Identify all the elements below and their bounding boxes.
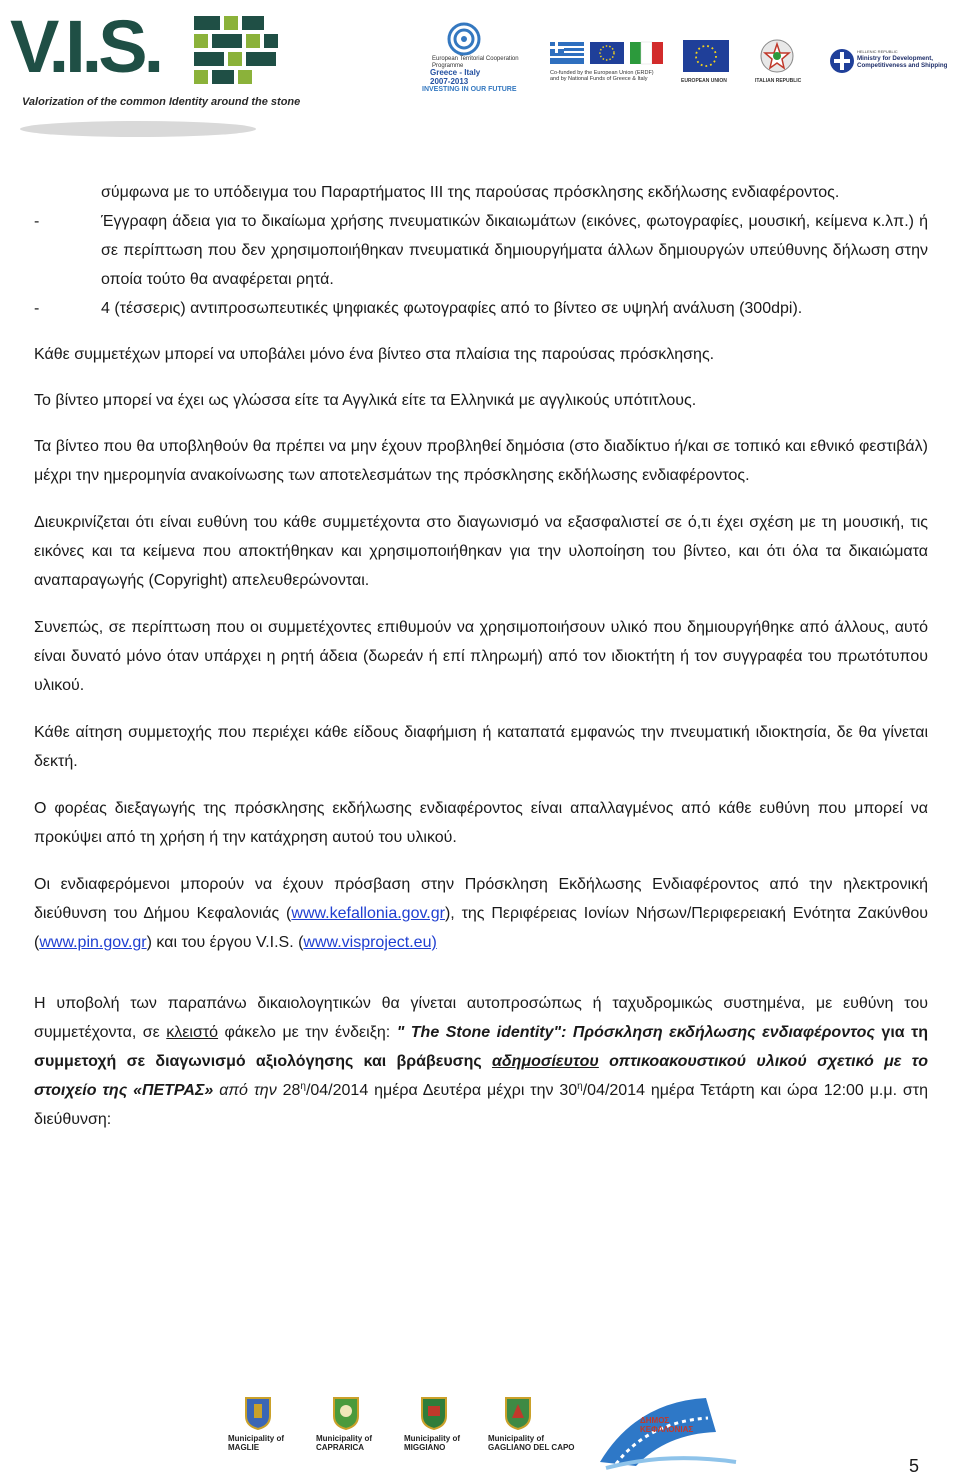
paragraph-language: Το βίντεο μπορεί να έχει ως γλώσσα είτε τα Αγγλικά είτε τα Ελληνικά με αγγλικούς υπότιτλους. xyxy=(34,392,697,409)
interreg-programme-label: European Territorial Cooperation Programme xyxy=(432,56,519,69)
municipality-maglie-logo xyxy=(228,1390,316,1460)
italy-caption: ITALIAN REPUBLIC xyxy=(755,78,802,84)
eu-flag-icon xyxy=(681,40,731,74)
ministry-line2: Competitiveness and Shipping xyxy=(857,62,948,69)
page-number: 5 xyxy=(909,1456,920,1476)
interreg-greece-italy-logo xyxy=(412,22,532,100)
eu-caption: EUROPEAN UNION xyxy=(681,78,727,84)
gagliano-label-line1: Municipality of xyxy=(488,1434,544,1443)
miggiano-crest-icon xyxy=(420,1396,448,1430)
access-text-2: ), της Περιφέρειας Ιονίων Νήσων/Περιφερειακή Ενότητα Ζακύνθου ( xyxy=(34,905,928,951)
paragraph-access xyxy=(34,870,928,957)
bullet-copyright-permission: - Έγγραφη άδεια για το δικαίωμα χρήσης πνευματικών δικαιωμάτων (εικόνες, φωτογραφίες, μουσική, κείμενα κ.λπ.) ή σε περίπτωση που δεν χρησιμοποιήθηκαν πνευματικά δημιουργήματα άλλων δημιουργών υπεύθυνης δήλωση στην οποία τούτο θα αναφέρεται ρητά. xyxy=(101,207,928,294)
ministry-line1: Ministry for Development, xyxy=(857,55,933,62)
paragraph-responsibility: Διευκρινίζεται ότι είναι ευθύνη του κάθε συμμετέχοντα στο διαγωνισμό να εξασφαλιστεί σε ό,τι έχει σχέση με τη μουσική, τις εικόνες και τα κείμενα που αποκτήθηκαν και χρησιμοποιήθηκαν για την υλοποίηση του βίντεο, και ότι όλα τα δικαιώματα αναπαραγωγής (Copyright) απελευθερώνονται. xyxy=(34,514,928,589)
interreg-years: 2007-2013 xyxy=(430,77,469,86)
kefallonia-line1: ΔΗΜΟΣ xyxy=(640,1416,670,1425)
maglie-label-line1: Municipality of xyxy=(228,1434,284,1443)
kefallonia-municipality-logo xyxy=(596,1392,744,1470)
hellenic-republic-label: HELLENIC REPUBLIC xyxy=(857,49,898,54)
maglie-label xyxy=(228,1434,316,1452)
interreg-invest-slogan: INVESTING IN OUR FUTURE xyxy=(422,86,517,93)
cofunding-line2: and by National Funds of Greece & Italy xyxy=(550,76,648,82)
municipality-miggiano-logo xyxy=(404,1390,492,1460)
caprarica-label-line1: Municipality of xyxy=(316,1434,372,1443)
spiral-icon xyxy=(412,22,532,56)
miggiano-label xyxy=(404,1434,492,1452)
start-day: 28 xyxy=(282,1082,301,1099)
gagliano-crest-icon xyxy=(504,1396,532,1430)
cofunding-text xyxy=(550,70,654,82)
envelope-label-competition: για τη συμμετοχή σε διαγωνισμό αξιολόγησης και βράβευσης xyxy=(34,1024,928,1070)
greek-ministry-text xyxy=(857,48,947,69)
greek-ministry-logo xyxy=(829,44,954,84)
caprarica-label xyxy=(316,1434,404,1452)
municipality-caprarica-logo xyxy=(316,1390,404,1460)
continued-bullet-text: σύμφωνα με το υπόδειγμα του Παραρτήματος ΙΙΙ της παρούσας πρόσκλησης εκδήλωσης ενδιαφέροντος. xyxy=(101,184,840,201)
vis-tagline: Valorization of the common Identity around the stone xyxy=(22,96,301,108)
kefallonia-line2: ΚΕΦΑΛΟΝΙΑΣ xyxy=(640,1425,694,1434)
envelope-label-unpublished: αδημοσίευτου xyxy=(491,1053,599,1070)
municipality-gagliano-logo xyxy=(488,1390,576,1460)
link-kefallonia[interactable]: www.kefallonia.gov.gr xyxy=(291,905,445,922)
access-text-3: ) και του έργου V.I.S. ( xyxy=(146,934,304,951)
submission-text-2: φάκελο με την ένδειξη: xyxy=(218,1024,397,1041)
paragraph-advertising: Κάθε αίτηση συμμετοχής που περιέχει κάθε είδους διαφήμιση ή καταπατά εμφανώς την πνευματική ιδιοκτησία, δε θα γίνεται δεκτή. xyxy=(34,724,928,770)
link-visproject[interactable]: www.visproject.eu) xyxy=(303,934,437,951)
submission-deadline: /04/2014 ημέρα Τετάρτη και ώρα 12:00 μ.μ. στη διεύθυνση: xyxy=(34,1082,928,1128)
maglie-label-line2: MAGLIE xyxy=(228,1443,260,1452)
italian-republic-logo xyxy=(753,38,801,88)
bullet-photographs: - 4 (τέσσερις) αντιπροσωπευτικές ψηφιακές φωτογραφίες από το βίντεο σε υψηλή ανάλυση (300dpi). xyxy=(101,294,928,323)
submission-dates: /04/2014 ημέρα Δευτέρα μέχρι την 30 xyxy=(305,1082,578,1099)
envelope-label-material: οπτικοακουστικού υλικού σχετικό με το στοιχείο της «ΠΕΤΡΑΣ» xyxy=(34,1053,928,1099)
maglie-crest-icon xyxy=(244,1396,272,1430)
vis-stone-blocks-icon xyxy=(194,16,278,86)
kefallonia-text xyxy=(640,1416,693,1434)
italian-emblem-icon xyxy=(753,38,801,76)
link-pin[interactable]: www.pin.gov.gr xyxy=(39,934,147,951)
cofunding-logo xyxy=(550,40,665,90)
miggiano-label-line2: MIGGIANO xyxy=(404,1443,446,1452)
miggiano-label-line1: Municipality of xyxy=(404,1434,460,1443)
end-day-suffix: η xyxy=(577,1081,583,1092)
submission-from: από την xyxy=(213,1082,283,1099)
flags-icon xyxy=(550,40,665,66)
paragraph-unpublished: Τα βίντεο που θα υποβληθούν θα πρέπει να μην έχουν προβληθεί δημόσια (στο διαδίκτυο ή/και σε τοπικό και εθνικό φεστιβάλ) μέχρι την ημερομηνία ανακοίνωσης των αποτελεσμάτων της πρόσκλησης εκδήλωσης ενδιαφέροντος. xyxy=(34,438,928,484)
interreg-countries: Greece - Italy xyxy=(430,68,481,77)
cofunding-line1: Co-funded by the European Union (ERDF) xyxy=(550,70,654,76)
access-text-1: Οι ενδιαφερόμενοι μπορούν να έχουν πρόσβαση στην Πρόσκληση Εκδήλωσης Ενδιαφέροντος από την ηλεκτρονική διεύθυνση του Δήμου Κεφαλονιάς ( xyxy=(34,876,928,922)
envelope-label-title: " The Stone identity": Πρόσκληση εκδήλωσης ενδιαφέροντος xyxy=(396,1024,875,1041)
swoosh-decoration xyxy=(18,116,298,142)
paragraph-one-video: Κάθε συμμετέχων μπορεί να υποβάλει μόνο ένα βίντεο στα πλαίσια της παρούσας πρόσκλησης. xyxy=(34,346,715,363)
document-body xyxy=(34,178,928,1134)
page-footer xyxy=(0,1390,960,1477)
start-day-suffix: η xyxy=(300,1081,306,1092)
page-header xyxy=(0,0,960,140)
paragraph-liability: Ο φορέας διεξαγωγής της πρόσκλησης εκδήλωσης ενδιαφέροντος είναι απαλλαγμένος από κάθε ευθύνη που μπορεί να προκύψει από τη χρήση ή την κατάχρηση αυτού του υλικού. xyxy=(34,800,928,846)
greek-emblem-icon xyxy=(829,46,855,76)
paragraph-submission xyxy=(34,989,928,1134)
gagliano-label-line2: GAGLIANO DEL CAPO xyxy=(488,1443,575,1452)
closed-envelope-word: κλειστό xyxy=(166,1024,219,1041)
gagliano-label xyxy=(488,1434,576,1452)
vis-logo-letters: V.I.S. xyxy=(10,5,161,88)
interreg-greece-italy xyxy=(430,68,480,86)
european-union-logo xyxy=(681,40,731,88)
vis-project-logo xyxy=(8,5,308,118)
caprarica-label-line2: CAPRARICA xyxy=(316,1443,364,1452)
submission-text-1: Η υποβολή των παραπάνω δικαιολογητικών θα γίνεται αυτοπροσώπως ή ταχυδρομικώς συστημένα, με ευθύνη του συμμετέχοντα, σε xyxy=(34,995,928,1041)
caprarica-crest-icon xyxy=(332,1396,360,1430)
paragraph-third-party-material: Συνεπώς, σε περίπτωση που οι συμμετέχοντες επιθυμούν να χρησιμοποιήσουν υλικό που δημιουργήθηκε από άλλους, αυτό είναι δυνατό μόνο όταν υπάρχει η ρητή άδεια (δωρεάν ή επί πληρωμή) από τον ιδιοκτήτη ή τον συγγραφέα του πρωτότυπου υλικού. xyxy=(34,619,928,694)
